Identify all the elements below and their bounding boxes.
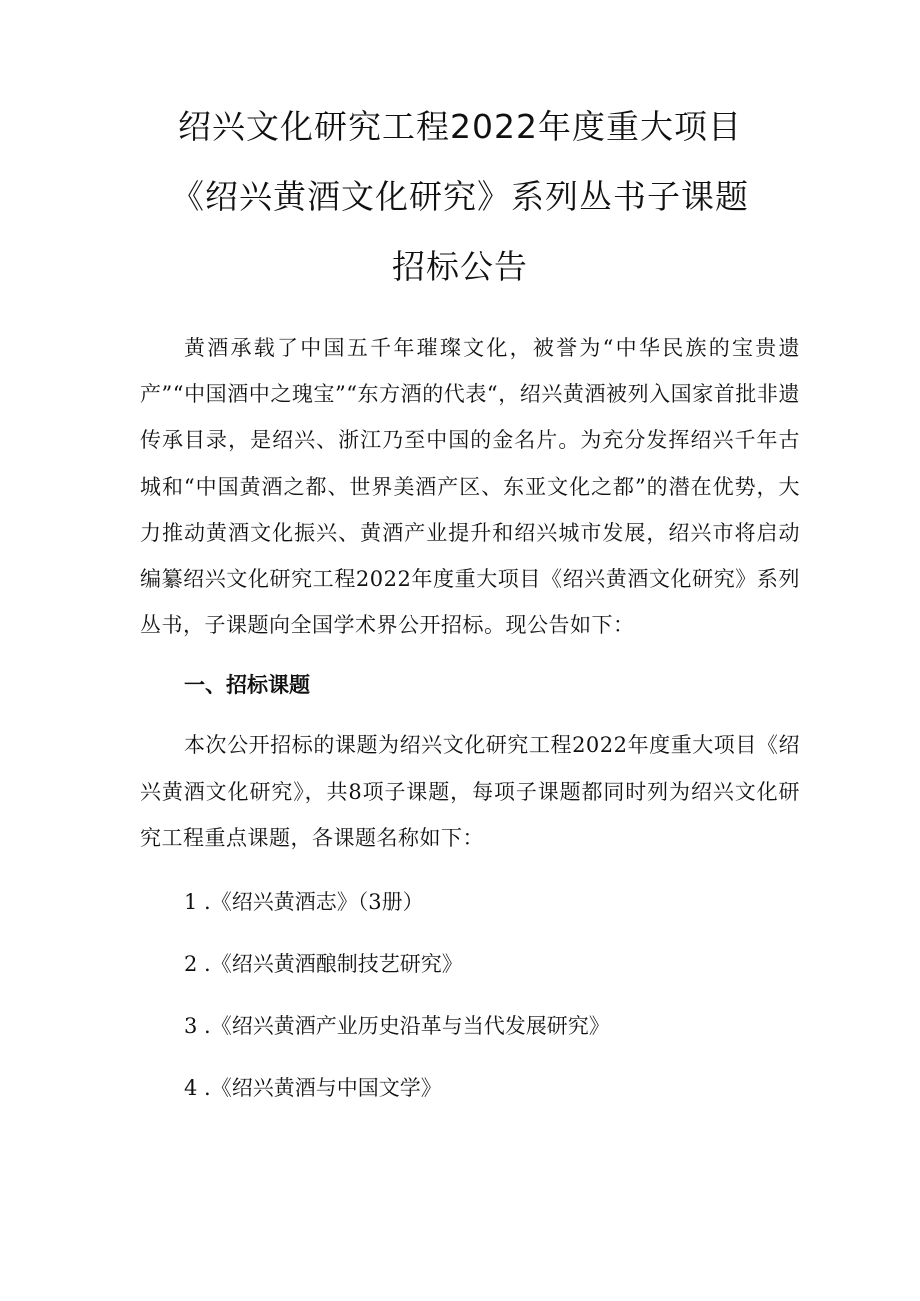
section-heading: 一、招标课题 bbox=[184, 673, 310, 698]
document-body bbox=[140, 325, 800, 1127]
title-line-1: 绍兴文化研究工程2022年度重大项目 bbox=[178, 107, 742, 146]
list-item: 4 .《绍兴黄酒与中国文学》 bbox=[184, 1076, 442, 1101]
list-item: 2 .《绍兴黄酒酿制技艺研究》 bbox=[184, 952, 463, 977]
list-item: 1 .《绍兴黄酒志》（3册） bbox=[184, 890, 424, 915]
topic-list bbox=[140, 879, 800, 1111]
list-item: 3 .《绍兴黄酒产业历史沿革与当代发展研究》 bbox=[184, 1014, 610, 1039]
section-paragraph: 本次公开招标的课题为绍兴文化研究工程2022年度重大项目《绍兴黄酒文化研究》，共8项子课题，每项子课题都同时列为绍兴文化研究工程重点课题，各课题名称如下： bbox=[140, 733, 800, 850]
document-title bbox=[0, 108, 920, 318]
title-line-2: 《绍兴黄酒文化研究》系列丛书子课题 bbox=[171, 177, 749, 216]
title-line-3: 招标公告 bbox=[392, 247, 528, 286]
intro-paragraph: 黄酒承载了中国五千年璀璨文化，被誉为“中华民族的宝贵遗产”“中国酒中之瑰宝”“东方酒的代表“，绍兴黄酒被列入国家首批非遗传承目录，是绍兴、浙江乃至中国的金名片。为充分发挥绍兴千年古城和“中国黄酒之都、世界美酒产区、东亚文化之都”的潜在优势，大力推动黄酒文化振兴、黄酒产业提升和绍兴城市发展，绍兴市将启动编纂绍兴文化研究工程2022年度重大项目《绍兴黄酒文化研究》系列丛书，子课题向全国学术界公开招标。现公告如下： bbox=[140, 336, 800, 638]
